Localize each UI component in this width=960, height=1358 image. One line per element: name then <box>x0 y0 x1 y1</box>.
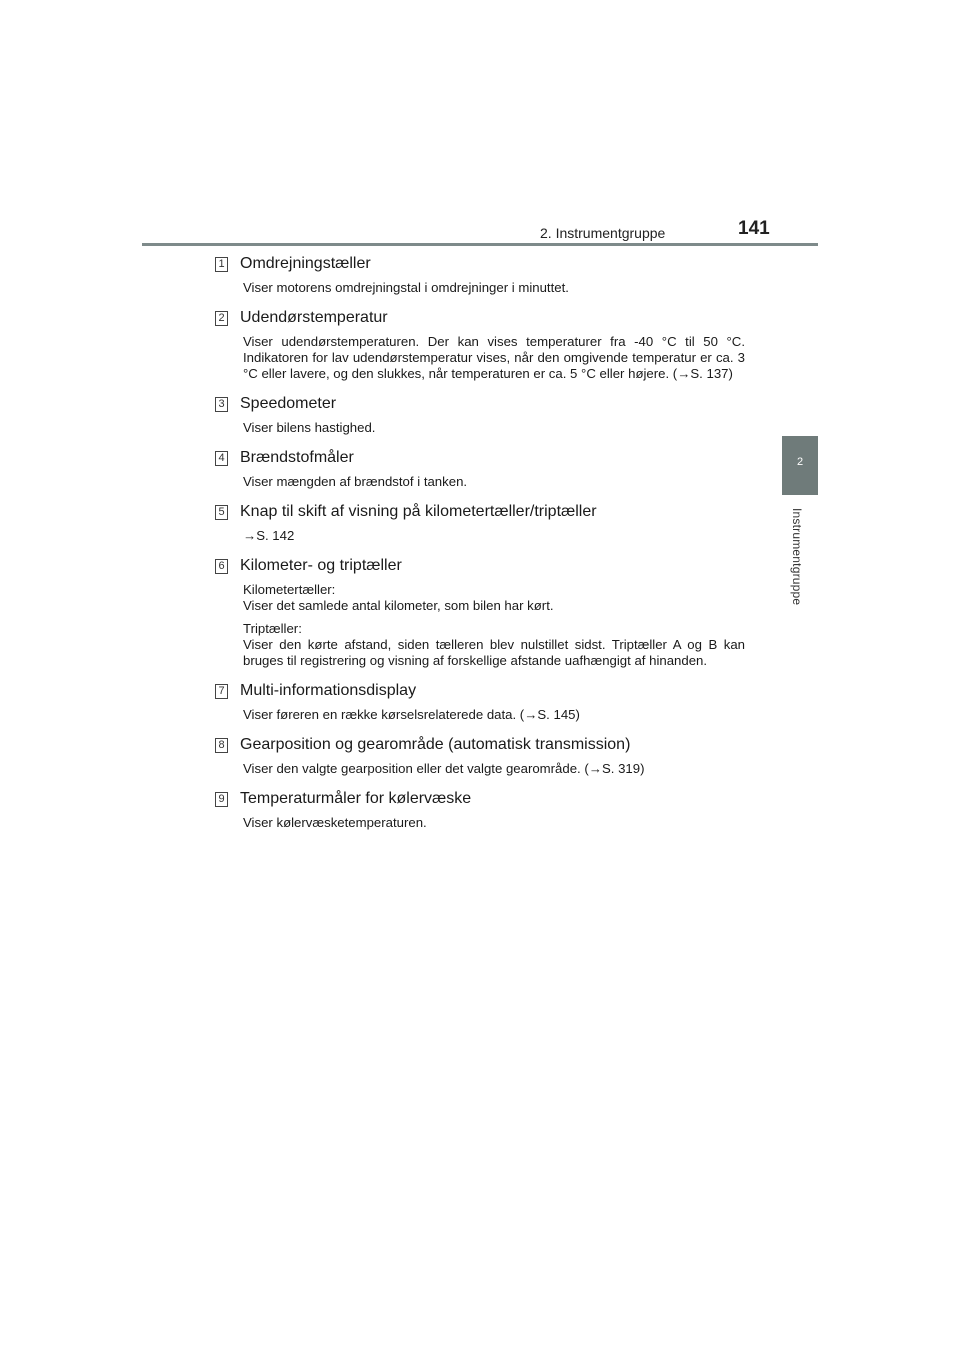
item-gap <box>215 723 745 733</box>
chapter-title: 2. Instrumentgruppe <box>540 225 666 241</box>
paragraph-line: Triptæller: <box>243 621 302 636</box>
item-list <box>215 252 745 831</box>
item-gap <box>215 296 745 306</box>
item-header <box>215 554 745 578</box>
item-body <box>215 280 745 296</box>
item-title: Brændstofmåler <box>240 449 354 466</box>
item-title: Temperaturmåler for kølervæske <box>240 790 472 807</box>
page-header <box>0 0 960 250</box>
item-header <box>215 306 745 330</box>
item-header <box>215 733 745 757</box>
paragraph-line: Viser udendørstemperaturen. Der kan vises temperaturer fra -40 °C til 50 °C. Indikatoren for lav udendørstemperatur vises, når den omgivende temperatur er ca. 3 °C eller lavere, og den slukkes, når temperaturen er ca. 5 °C eller højere. (→S. 137) <box>243 334 745 381</box>
paragraph-line: Viser den kørte afstand, siden tælleren blev nulstillet sidst. Triptæller A og B kan bruges til registrering og visning af forskellige afstande uafhængigt af hinanden. <box>243 637 745 668</box>
list-item <box>215 252 745 296</box>
item-paragraph <box>243 582 745 614</box>
chapter-tab-label: Instrumentgruppe <box>790 508 804 606</box>
paragraph-line: Viser det samlede antal kilometer, som bilen har kørt. <box>243 598 554 613</box>
item-gap <box>215 382 745 392</box>
item-title: Speedometer <box>240 395 337 412</box>
item-title: Gearposition og gearområde (automatisk transmission) <box>240 736 631 753</box>
item-body <box>215 528 745 544</box>
item-paragraph <box>243 707 745 723</box>
paragraph-line: Viser bilens hastighed. <box>243 420 376 435</box>
item-title: Omdrejningstæller <box>240 255 371 272</box>
list-item <box>215 679 745 723</box>
item-gap <box>215 669 745 679</box>
item-title: Knap til skift af visning på kilometertæller/triptæller <box>240 503 597 520</box>
item-paragraph <box>243 815 745 831</box>
item-body <box>215 420 745 436</box>
item-header <box>215 446 745 470</box>
paragraph-line: →S. 142 <box>243 528 295 543</box>
item-paragraph <box>243 528 745 544</box>
item-gap <box>215 544 745 554</box>
paragraph-line: Viser kølervæsketemperaturen. <box>243 815 427 830</box>
page-number: 141 <box>738 218 770 239</box>
item-title: Kilometer- og triptæller <box>240 557 402 574</box>
item-number-icon: 5 <box>215 505 228 520</box>
item-title: Multi-informationsdisplay <box>240 682 417 699</box>
item-title: Udendørstemperatur <box>240 309 388 326</box>
paragraph-line: Viser motorens omdrejningstal i omdrejninger i minuttet. <box>243 280 569 295</box>
paragraph-line: Viser mængden af brændstof i tanken. <box>243 474 468 489</box>
paragraph-line: Viser den valgte gearposition eller det valgte gearområde. (→S. 319) <box>243 761 645 776</box>
item-gap <box>215 490 745 500</box>
chapter-tab-number: 2 <box>796 456 804 468</box>
item-body <box>215 815 745 831</box>
item-header <box>215 787 745 811</box>
item-gap <box>215 777 745 787</box>
item-paragraph <box>243 420 745 436</box>
item-body <box>215 761 745 777</box>
list-item <box>215 392 745 436</box>
item-number-icon: 9 <box>215 792 228 807</box>
paragraph-line: Viser føreren en række kørselsrelaterede data. (→S. 145) <box>243 707 580 722</box>
list-item <box>215 446 745 490</box>
list-item <box>215 500 745 544</box>
item-paragraph <box>243 280 745 296</box>
item-number-icon: 4 <box>215 451 228 466</box>
paragraph-line: Kilometertæller: <box>243 582 336 597</box>
item-body <box>215 582 745 669</box>
item-number-icon: 2 <box>215 311 228 326</box>
item-number-icon: 7 <box>215 684 228 699</box>
item-body <box>215 334 745 382</box>
item-paragraph <box>243 474 745 490</box>
list-item <box>215 554 745 669</box>
item-number-icon: 3 <box>215 397 228 412</box>
item-body <box>215 474 745 490</box>
item-gap <box>215 436 745 446</box>
item-header <box>215 392 745 416</box>
list-item <box>215 787 745 831</box>
list-item <box>215 733 745 777</box>
item-header <box>215 500 745 524</box>
item-number-icon: 8 <box>215 738 228 753</box>
header-rule <box>142 243 818 246</box>
item-paragraph <box>243 334 745 382</box>
item-number-icon: 1 <box>215 257 228 272</box>
item-number-icon: 6 <box>215 559 228 574</box>
item-body <box>215 707 745 723</box>
item-paragraph <box>243 761 745 777</box>
item-paragraph <box>243 621 745 669</box>
item-header <box>215 679 745 703</box>
list-item <box>215 306 745 382</box>
chapter-tab <box>782 436 818 495</box>
item-header <box>215 252 745 276</box>
